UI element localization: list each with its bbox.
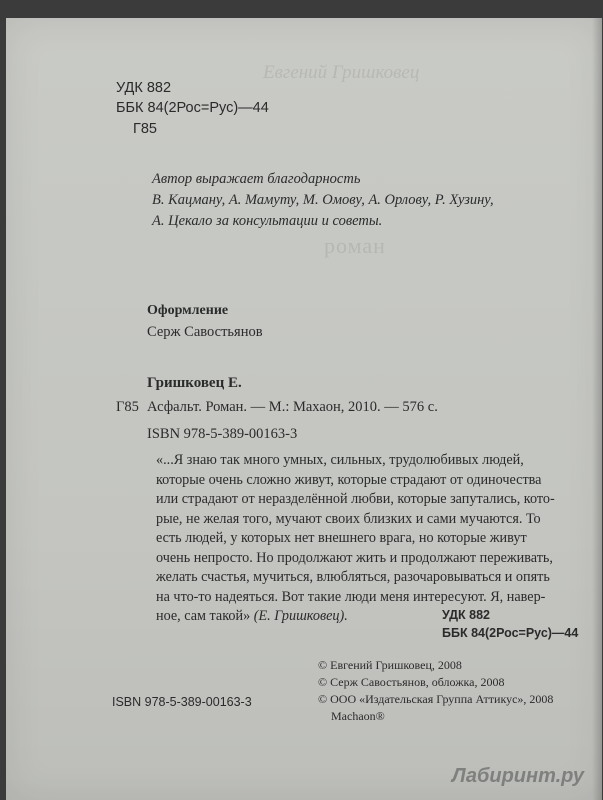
catalog-author: Гришковец Е. <box>147 375 242 391</box>
annotation-line: рые, не желая того, мучают своих близких и сами мучаются. То <box>156 510 541 527</box>
annotation-line: или страдают от неразделённой любви, которые запутались, кото- <box>156 491 555 507</box>
acknowledgment-line-1: Автор выражает благодарность <box>152 171 361 187</box>
annotation-line: ное, сам такой» <box>156 608 251 624</box>
annotation-line: на что-то надеяться. Вот такие люди меня интересуют. Я, навер- <box>156 588 546 605</box>
annotation-attribution: (Е. Гришковец). <box>253 608 348 624</box>
page-shadow-edge <box>592 18 602 800</box>
udk-code-bottom: УДК 882 <box>442 608 491 622</box>
watermark-logo: Лабиринт.ру <box>451 765 584 787</box>
annotation-line: очень непросто. Но продолжают жить и продолжают переживать, <box>156 549 553 566</box>
annotation-line: желать счастья, мучиться, влюбляться, разочаровываться и опять <box>156 569 550 585</box>
annotation-line: которые очень сложно живут, которые страдают от одиночества <box>156 471 542 488</box>
bleed-through-genre: роман <box>324 233 386 258</box>
isbn-bottom: ISBN 978-5-389-00163-3 <box>112 695 252 709</box>
bbk-code: ББК 84(2Рос=Рус)—44 <box>116 100 269 116</box>
udk-code: УДК 882 <box>116 80 172 96</box>
copyright-line-3: © ООО «Издательская Группа Аттикус», 2008 <box>318 692 554 706</box>
catalog-description: Асфальт. Роман. — М.: Махаон, 2010. — 576 с. <box>147 399 438 415</box>
annotation-line: «...Я знаю так много умных, сильных, трудолюбивых людей, <box>156 452 524 468</box>
annotation-last-line <box>156 607 580 627</box>
acknowledgment-line-3: А. Цекало за консультации и советы. <box>152 213 383 229</box>
design-heading: Оформление <box>147 303 229 318</box>
book-page <box>6 18 602 800</box>
copyright-line-4: Machaon® <box>331 709 385 723</box>
copyright-line-2: © Серж Савостьянов, обложка, 2008 <box>318 675 505 689</box>
design-credit-name: Серж Савостьянов <box>147 324 263 340</box>
catalog-code: Г85 <box>116 399 139 415</box>
catalog-isbn: ISBN 978-5-389-00163-3 <box>147 426 298 442</box>
annotation-line: есть людей, у которых нет внешнего врага, но которые живут <box>156 530 527 546</box>
acknowledgment-line-2: В. Кацману, А. Мамуту, М. Омову, А. Орлову, Р. Хузину, <box>152 192 494 208</box>
bleed-through-author: Евгений Гришковец <box>263 62 420 83</box>
author-mark-code: Г85 <box>133 121 157 137</box>
bbk-code-bottom: ББК 84(2Рос=Рус)—44 <box>442 626 579 640</box>
annotation-paragraph <box>156 451 580 627</box>
copyright-line-1: © Евгений Гришковец, 2008 <box>318 658 462 672</box>
